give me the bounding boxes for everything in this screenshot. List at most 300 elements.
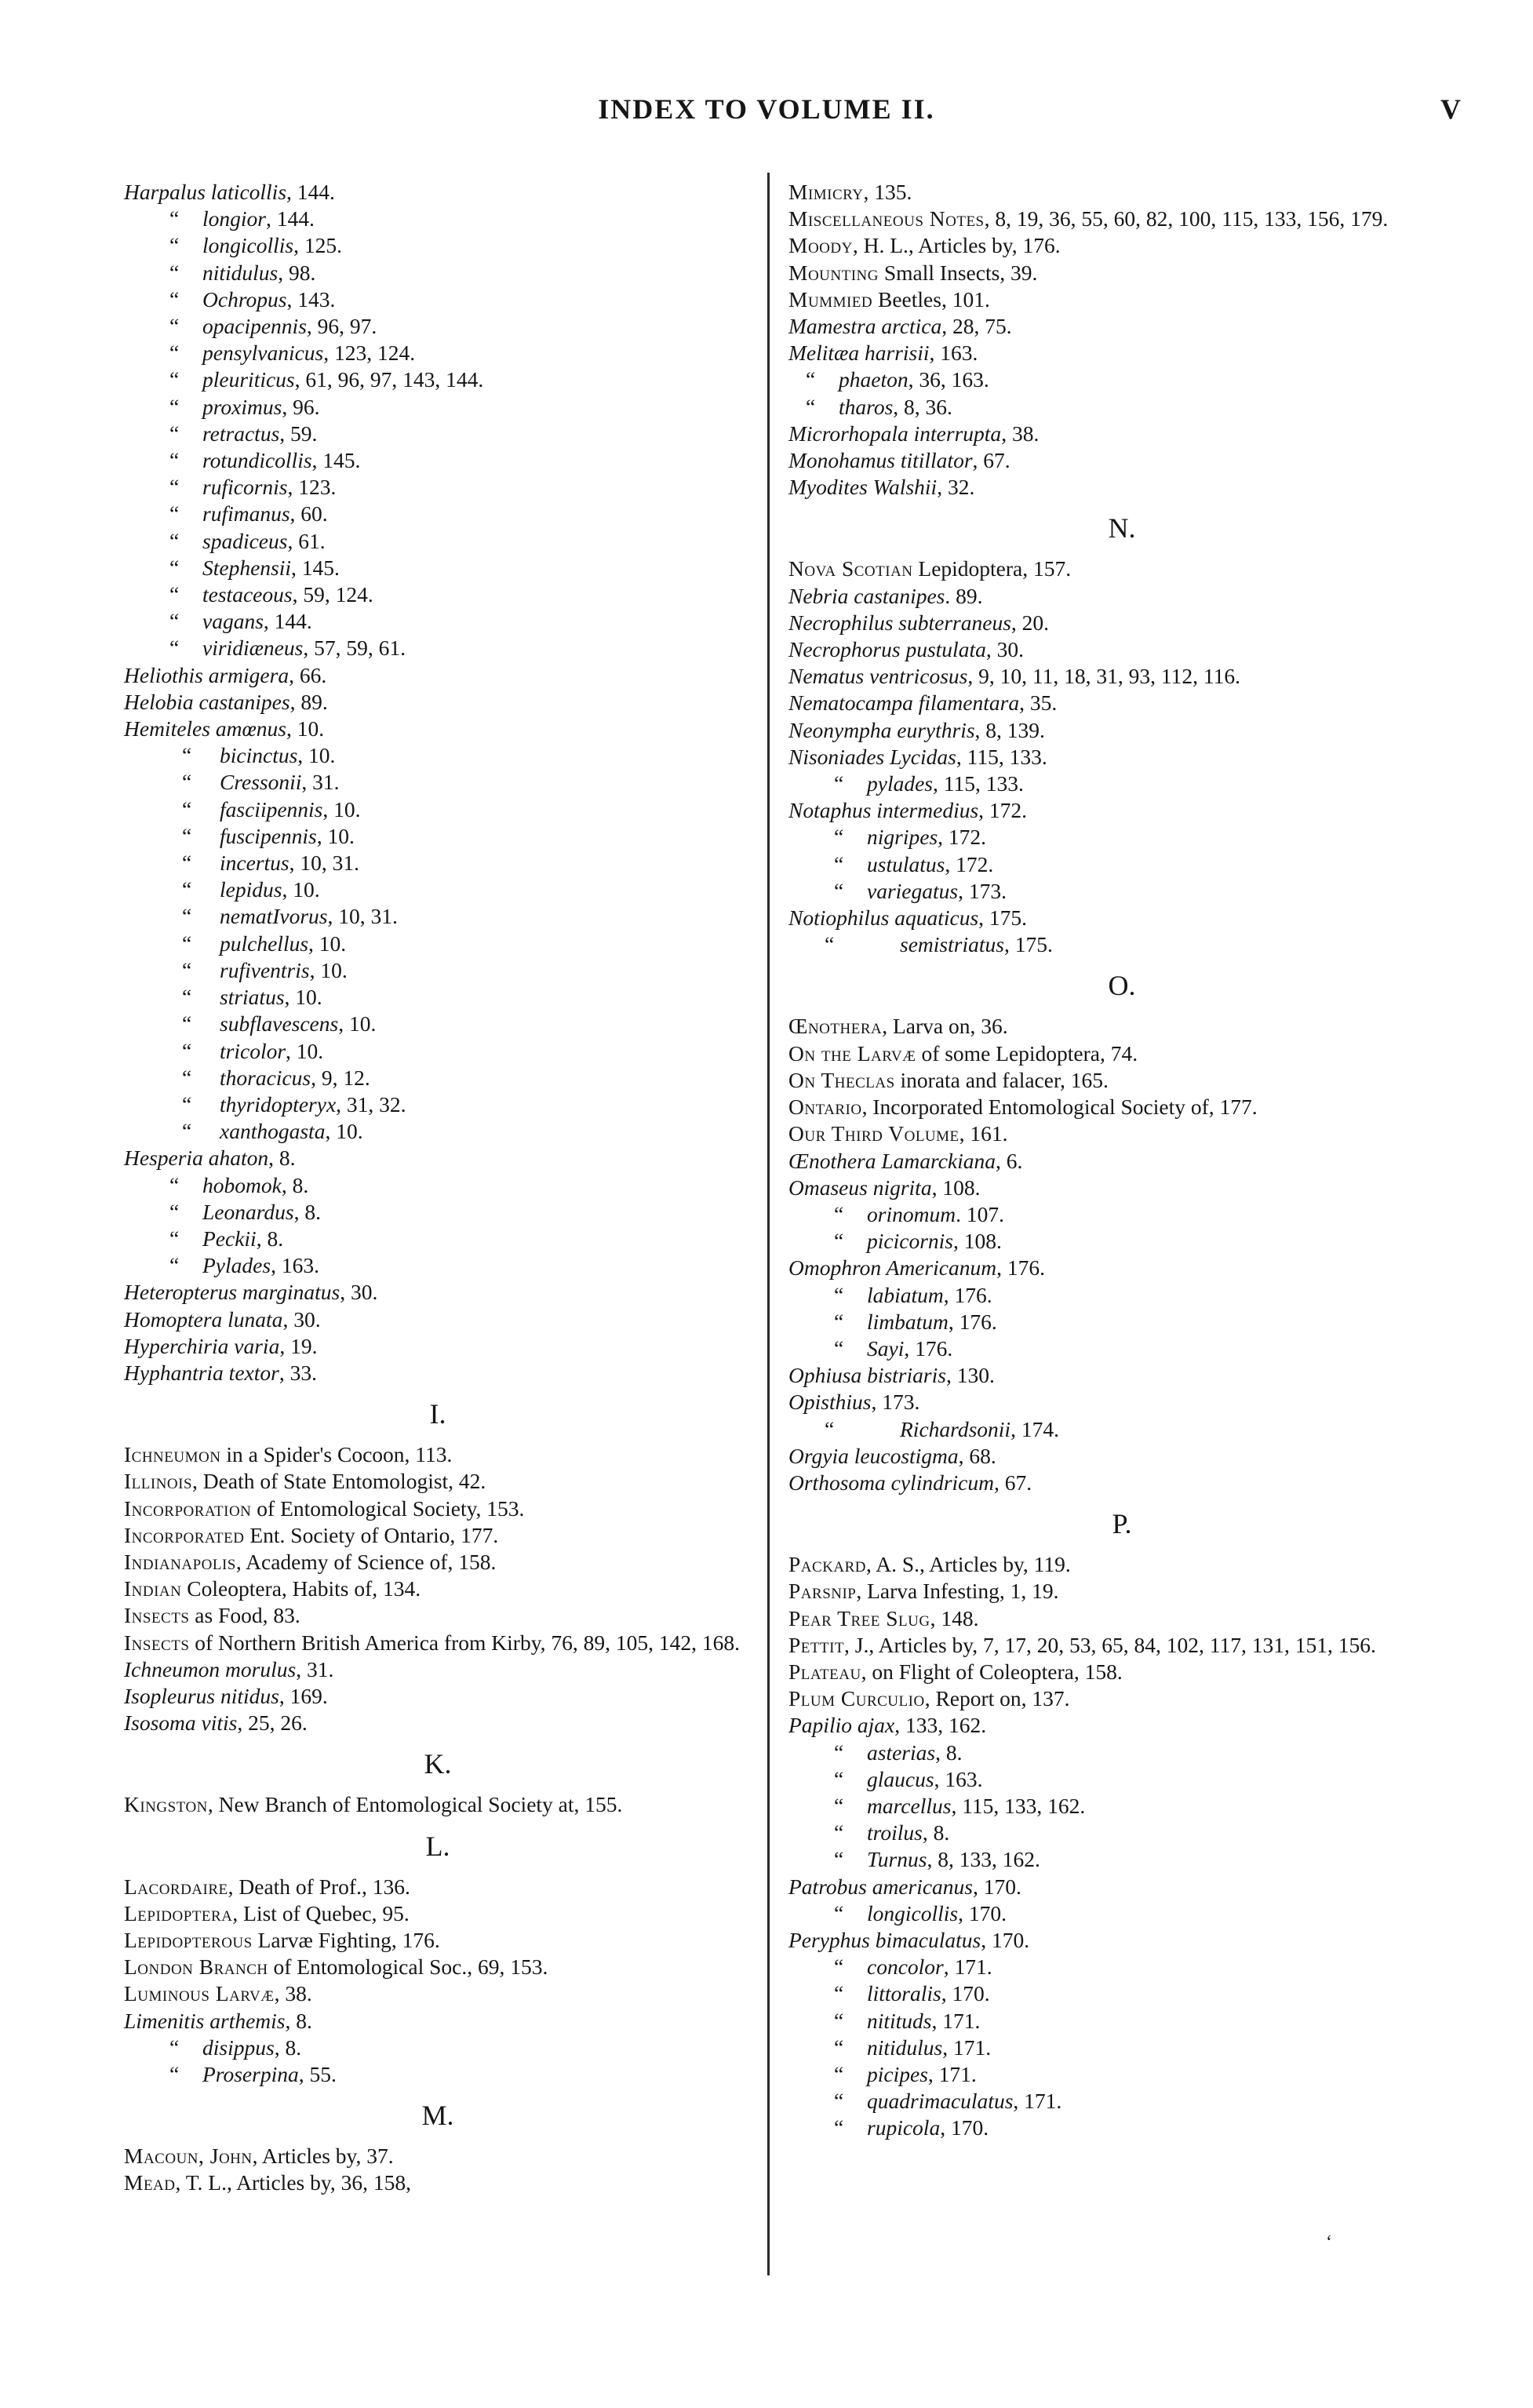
entry-heading: On the Larvæ xyxy=(788,1040,916,1066)
entry-heading: Mummied xyxy=(788,286,873,311)
index-subentry xyxy=(788,931,1455,958)
entry-name: ruficornis xyxy=(202,475,288,500)
ditto-mark: “ xyxy=(834,2062,844,2086)
entry-pages: , 38. xyxy=(274,1981,312,2006)
entry-name: longicollis xyxy=(867,1900,959,1925)
entry-name: nitidulus xyxy=(867,2035,943,2060)
entry-pages: , 19. xyxy=(279,1333,318,1358)
ditto-mark: “ xyxy=(182,823,192,848)
page-number: V xyxy=(1440,93,1461,125)
entry-name: bicinctus xyxy=(220,743,298,768)
entry-name: Richardsonii xyxy=(900,1416,1011,1441)
entry-heading: Lepidoptera xyxy=(124,1900,233,1925)
entry-name: Isopleurus nitidus xyxy=(124,1683,279,1708)
entry-heading: Moody xyxy=(788,233,853,258)
entry-pages: , 130. xyxy=(945,1363,995,1388)
ditto-mark: “ xyxy=(834,878,844,903)
index-entry xyxy=(124,1306,752,1333)
ditto-mark: “ xyxy=(169,636,180,661)
entry-pages: , 20. xyxy=(1010,610,1050,635)
entry-pages: of Entomological Society, 153. xyxy=(251,1495,525,1521)
entry-pages: , 8. xyxy=(256,1226,284,1251)
entry-pages: , 170. xyxy=(958,1900,1007,1925)
entry-name: Papilio ajax xyxy=(788,1713,895,1738)
entry-pages: , 10, 31. xyxy=(289,851,359,876)
ditto-mark: “ xyxy=(834,1201,844,1226)
ditto-mark: “ xyxy=(169,475,180,500)
index-entry xyxy=(124,1980,752,2007)
entry-pages: , T. L., Articles by, 36, 158, xyxy=(175,2170,411,2195)
ditto-mark: “ xyxy=(182,931,192,956)
index-column-right xyxy=(788,179,1455,2142)
entry-pages: , 28, 75. xyxy=(941,314,1012,339)
index-subentry xyxy=(124,528,752,555)
index-subentry xyxy=(788,394,1455,421)
entry-pages: . 89. xyxy=(945,583,983,608)
entry-name: orinomum xyxy=(867,1201,956,1226)
entry-pages: , 176. xyxy=(948,1309,997,1334)
entry-pages: , 33. xyxy=(279,1360,317,1385)
ditto-mark: “ xyxy=(169,1172,180,1197)
entry-pages: , 10. xyxy=(309,957,348,982)
index-entry xyxy=(124,1468,752,1495)
entry-pages: , Report on, 137. xyxy=(924,1686,1070,1711)
entry-name: Hemiteles amœnus xyxy=(124,716,286,741)
index-entry xyxy=(124,179,752,206)
ditto-mark: “ xyxy=(834,771,844,796)
entry-name: Nematocampa filamentara xyxy=(788,690,1020,716)
index-entry xyxy=(124,1549,752,1576)
ditto-mark: “ xyxy=(834,1740,844,1765)
entry-name: marcellus xyxy=(867,1793,952,1818)
ditto-mark: “ xyxy=(806,394,816,419)
index-subentry xyxy=(788,2008,1455,2035)
entry-name: fasciipennis xyxy=(220,796,323,821)
index-entry xyxy=(788,1685,1455,1712)
ditto-mark: “ xyxy=(182,796,192,821)
index-entry xyxy=(788,260,1455,286)
index-subentry xyxy=(124,555,752,581)
index-subentry xyxy=(124,206,752,232)
index-subentry xyxy=(124,2035,752,2061)
entry-pages: , 108. xyxy=(953,1229,1002,1254)
entry-name: Orgyia leucostigma xyxy=(788,1443,959,1468)
index-entry xyxy=(788,1551,1455,1578)
index-subentry xyxy=(124,769,752,796)
ditto-mark: “ xyxy=(182,957,192,982)
index-subentry xyxy=(788,1846,1455,1873)
index-entry xyxy=(788,179,1455,206)
entry-pages: , 172. xyxy=(978,798,1028,823)
entry-name: tricolor xyxy=(220,1038,286,1063)
entry-heading: Incorporation xyxy=(124,1495,252,1521)
ditto-mark: “ xyxy=(169,582,180,607)
entry-name: tharos xyxy=(839,394,894,419)
index-subentry xyxy=(124,742,752,769)
entry-pages: , 115, 133. xyxy=(933,771,1024,796)
index-subentry xyxy=(788,1793,1455,1820)
entry-name: incertus xyxy=(220,851,289,876)
entry-name: pulchellus xyxy=(220,931,309,956)
entry-name: pylades xyxy=(867,771,934,796)
index-column-left xyxy=(124,179,752,2197)
ditto-mark: “ xyxy=(182,851,192,876)
entry-name: labiatum xyxy=(867,1282,944,1307)
entry-pages: , 175. xyxy=(1003,932,1053,957)
index-entry xyxy=(124,662,752,689)
ditto-mark: “ xyxy=(169,2062,180,2086)
entry-name: Harpalus laticollis xyxy=(124,180,287,204)
ditto-mark: “ xyxy=(825,1416,835,1441)
entry-heading: Incorporated xyxy=(124,1522,245,1547)
index-subentry xyxy=(124,1199,752,1226)
entry-pages: , 67. xyxy=(972,448,1010,473)
entry-pages: , 68. xyxy=(958,1443,996,1468)
ditto-mark: “ xyxy=(169,2035,180,2060)
entry-name: Melitæa harrisii xyxy=(788,341,930,366)
entry-heading: Our Third Volume xyxy=(788,1121,959,1146)
entry-heading: Nova Scotian xyxy=(788,556,913,581)
entry-name: Myodites Walshii xyxy=(788,475,938,500)
index-entry xyxy=(788,610,1455,636)
entry-pages: , 10. xyxy=(325,1119,363,1144)
index-entry xyxy=(124,1710,752,1736)
entry-pages: , 31. xyxy=(301,770,340,795)
index-subentry xyxy=(788,2088,1455,2115)
entry-pages: , H. L., Articles by, 176. xyxy=(852,233,1061,258)
index-entry xyxy=(124,716,752,742)
entry-pages: , 10. xyxy=(297,743,336,768)
entry-pages: , 115, 133, 162. xyxy=(951,1793,1086,1818)
ditto-mark: “ xyxy=(182,877,192,902)
section-letter: K. xyxy=(424,1748,452,1780)
entry-name: opacipennis xyxy=(202,314,307,339)
index-subentry xyxy=(124,501,752,527)
ditto-mark: “ xyxy=(182,1091,192,1117)
ditto-mark: “ xyxy=(169,609,180,634)
entry-name: striatus xyxy=(220,985,285,1010)
entry-name: Notaphus intermedius xyxy=(788,798,979,823)
entry-pages: , 96. xyxy=(282,394,320,419)
entry-name: nematIvorus xyxy=(220,904,328,929)
entry-name: Pylades xyxy=(202,1253,271,1278)
entry-name: picipes xyxy=(867,2062,928,2086)
entry-pages: , 163. xyxy=(929,341,978,366)
entry-name: subflavescens xyxy=(220,1011,339,1036)
index-entry xyxy=(788,1578,1455,1605)
entry-pages: , 30. xyxy=(985,637,1024,662)
entry-pages: Coleoptera, Habits of, 134. xyxy=(181,1576,421,1601)
entry-name: pleuriticus xyxy=(202,367,295,392)
entry-name: Ophiusa bistriaris xyxy=(788,1363,946,1388)
entry-name: Heliothis armigera xyxy=(124,662,289,687)
index-subentry xyxy=(788,1416,1455,1443)
entry-heading: Ontario xyxy=(788,1095,862,1120)
ditto-mark: “ xyxy=(169,555,180,580)
entry-name: Peryphus bimaculatus xyxy=(788,1927,981,1952)
ditto-mark: “ xyxy=(834,851,844,876)
entry-name: Turnus xyxy=(867,1847,927,1872)
section-letter: O. xyxy=(1108,970,1136,1002)
entry-name: troilus xyxy=(867,1820,923,1845)
index-subentry xyxy=(124,2061,752,2088)
ditto-mark: “ xyxy=(169,1253,180,1278)
entry-name: Hyperchiria varia xyxy=(124,1333,280,1358)
entry-pages: , Larva on, 36. xyxy=(882,1014,1008,1039)
index-subentry xyxy=(788,2061,1455,2088)
index-subentry xyxy=(124,931,752,957)
ditto-mark: “ xyxy=(834,1954,844,1980)
entry-pages: , 96, 97. xyxy=(306,314,377,339)
entry-name: Helobia castanipes xyxy=(124,689,290,714)
entry-name: lepidus xyxy=(220,877,282,902)
section-letter: N. xyxy=(1108,512,1136,545)
index-subentry xyxy=(788,1980,1455,2007)
entry-heading: Pettit xyxy=(788,1632,845,1657)
entry-pages: , 176. xyxy=(943,1282,992,1307)
entry-pages: , 172. xyxy=(938,825,987,850)
entry-name: thoracicus xyxy=(220,1065,311,1090)
entry-pages: of Entomological Soc., 69, 153. xyxy=(268,1954,548,1980)
entry-pages: , 25, 26. xyxy=(237,1710,308,1736)
index-subentry xyxy=(124,1011,752,1037)
index-entry xyxy=(124,1630,752,1656)
ditto-mark: “ xyxy=(834,1847,844,1872)
index-entry xyxy=(788,1659,1455,1685)
ditto-mark: “ xyxy=(834,1335,844,1361)
entry-pages: , 171. xyxy=(1013,2089,1062,2114)
entry-pages: , 9, 12. xyxy=(311,1065,370,1090)
ditto-mark: “ xyxy=(169,206,180,231)
entry-pages: , 10, 31. xyxy=(327,904,398,929)
index-subentry xyxy=(124,1065,752,1091)
index-entry xyxy=(788,313,1455,340)
entry-pages: , 125. xyxy=(293,233,342,258)
entry-heading: Mounting xyxy=(788,260,879,285)
entry-pages: Beetles, 101. xyxy=(872,286,990,311)
entry-pages: as Food, 83. xyxy=(189,1603,300,1628)
ditto-mark: “ xyxy=(169,341,180,366)
entry-pages: , 9, 10, 11, 18, 31, 93, 112, 116. xyxy=(967,664,1240,689)
ditto-mark: “ xyxy=(169,314,180,339)
index-entry xyxy=(124,1522,752,1549)
entry-pages: , 38. xyxy=(1001,421,1040,446)
entry-pages: , 8. xyxy=(922,1820,950,1845)
entry-pages: , 8, 36. xyxy=(893,394,952,419)
entry-name: Leonardus xyxy=(202,1199,294,1224)
index-entry xyxy=(788,1470,1455,1496)
index-subentry xyxy=(124,903,752,930)
index-entry xyxy=(788,1605,1455,1632)
entry-heading: Macoun, John xyxy=(124,2144,253,2169)
index-entry xyxy=(124,1954,752,1980)
entry-pages: , 145. xyxy=(311,448,361,473)
entry-pages: , 171. xyxy=(927,2062,977,2086)
entry-name: rufimanus xyxy=(202,501,290,526)
ditto-mark: “ xyxy=(169,394,180,419)
entry-name: nitituds xyxy=(867,2008,932,2033)
index-entry xyxy=(124,1279,752,1306)
entry-pages: , 170. xyxy=(981,1927,1030,1952)
index-entry xyxy=(788,1120,1455,1147)
entry-pages: , 171. xyxy=(943,1954,992,1980)
index-subentry xyxy=(124,1118,752,1145)
entry-name: Nebria castanipes xyxy=(788,583,945,608)
index-subentry xyxy=(788,1228,1455,1255)
index-subentry xyxy=(788,2115,1455,2141)
ditto-mark: “ xyxy=(169,528,180,553)
entry-pages: , 6. xyxy=(996,1148,1023,1173)
entry-pages: , 89. xyxy=(289,689,328,714)
entry-name: Sayi xyxy=(867,1335,905,1361)
ditto-mark: “ xyxy=(834,2035,844,2060)
entry-pages: , 67. xyxy=(994,1470,1032,1495)
entry-pages: , 8. xyxy=(268,1146,296,1171)
entry-pages: , 171. xyxy=(931,2008,981,2033)
entry-heading: Pear Tree Slug xyxy=(788,1605,930,1630)
entry-name: Necrophorus pustulata xyxy=(788,637,986,662)
entry-pages: , 32. xyxy=(937,475,975,500)
entry-name: Nematus ventricosus xyxy=(788,664,968,689)
index-entry xyxy=(124,689,752,716)
ditto-mark: “ xyxy=(169,233,180,258)
entry-name: Homoptera lunata xyxy=(124,1306,283,1332)
entry-pages: , 123, 124. xyxy=(323,341,416,366)
entry-name: xanthogasta xyxy=(220,1119,326,1144)
index-subentry xyxy=(788,366,1455,393)
index-entry xyxy=(788,1632,1455,1659)
section-letter: P. xyxy=(1112,1508,1132,1540)
entry-pages: , 31. xyxy=(296,1656,334,1681)
index-subentry xyxy=(124,286,752,313)
index-entry xyxy=(124,1333,752,1360)
entry-pages: , 135. xyxy=(863,180,912,204)
entry-name: testaceous xyxy=(202,582,293,607)
ditto-mark: “ xyxy=(834,1820,844,1845)
index-subentry xyxy=(788,1282,1455,1309)
entry-heading: Illinois xyxy=(124,1469,193,1494)
entry-pages: , 8. xyxy=(281,1172,309,1197)
entry-pages: Small Insects, 39. xyxy=(879,260,1038,285)
entry-pages: , 161. xyxy=(959,1121,1008,1146)
entry-heading: Lepidopterous xyxy=(124,1927,253,1952)
entry-pages: , 143. xyxy=(286,286,336,311)
ditto-mark: “ xyxy=(182,1119,192,1144)
entry-pages: , 115, 133. xyxy=(956,744,1047,769)
index-entry xyxy=(788,1148,1455,1175)
entry-pages: , 144. xyxy=(265,206,315,231)
entry-name: vagans xyxy=(202,609,264,634)
entry-name: Ichneumon morulus xyxy=(124,1656,297,1681)
index-entry xyxy=(788,1389,1455,1415)
entry-pages: , 30. xyxy=(282,1306,321,1332)
entry-name: asterias xyxy=(867,1740,936,1765)
entry-pages: , 60. xyxy=(289,501,328,526)
ditto-mark: “ xyxy=(169,501,180,526)
entry-name: pensylvanicus xyxy=(202,341,324,366)
entry-name: Nisoniades Lycidas xyxy=(788,744,956,769)
index-entry xyxy=(124,1874,752,1900)
entry-pages: , J., Articles by, 7, 17, 20, 53, 65, 84, 102, 117, 131, 151, 156. xyxy=(844,1632,1376,1657)
entry-heading: London Branch xyxy=(124,1954,268,1980)
entry-pages: , 176. xyxy=(996,1255,1045,1281)
entry-name: littoralis xyxy=(867,1981,941,2006)
entry-name: Neonympha eurythris xyxy=(788,717,975,742)
entry-name: Heteropterus marginatus xyxy=(124,1280,340,1305)
entry-name: spadiceus xyxy=(202,528,288,553)
entry-pages: , 173. xyxy=(871,1390,920,1415)
entry-pages: , 8, 19, 36, 55, 60, 82, 100, 115, 133, 156, 179. xyxy=(984,206,1389,231)
ditto-mark: “ xyxy=(169,286,180,311)
index-entry xyxy=(124,1495,752,1522)
index-entry xyxy=(788,232,1455,259)
entry-pages: , on Flight of Coleoptera, 158. xyxy=(861,1659,1123,1684)
ditto-mark: “ xyxy=(834,2115,844,2140)
index-subentry xyxy=(788,878,1455,905)
index-entry xyxy=(788,797,1455,824)
entry-pages: , 57, 59, 61. xyxy=(303,636,406,661)
entry-pages: , 175. xyxy=(978,905,1028,931)
index-entry xyxy=(124,1441,752,1468)
entry-pages: , 172. xyxy=(945,851,994,876)
index-entry xyxy=(124,1602,752,1629)
entry-heading: Luminous Larvæ xyxy=(124,1981,275,2006)
entry-pages: , Larva Infesting, 1, 19. xyxy=(856,1579,1059,1604)
entry-heading: Indianapolis xyxy=(124,1549,236,1574)
entry-pages: , 36, 163. xyxy=(908,367,989,392)
ditto-mark: “ xyxy=(834,1309,844,1334)
entry-heading: Œnothera xyxy=(788,1014,883,1039)
index-entry xyxy=(788,1040,1455,1067)
index-subentry xyxy=(124,876,752,903)
index-entry xyxy=(788,1874,1455,1900)
index-subentry xyxy=(124,394,752,421)
index-entry xyxy=(788,1362,1455,1389)
ditto-mark: “ xyxy=(834,2089,844,2114)
entry-pages: , 163. xyxy=(934,1766,983,1791)
index-subentry xyxy=(788,1740,1455,1766)
entry-name: glaucus xyxy=(867,1766,934,1791)
index-subentry xyxy=(124,232,752,259)
entry-name: Opisthius xyxy=(788,1390,872,1415)
index-entry xyxy=(788,1067,1455,1094)
ditto-mark: “ xyxy=(182,1038,192,1063)
entry-pages: , 98. xyxy=(278,260,316,285)
index-entry xyxy=(788,1255,1455,1281)
entry-heading: Packard xyxy=(788,1552,867,1577)
index-subentry xyxy=(124,984,752,1011)
entry-pages: , 170. xyxy=(973,1874,1021,1899)
entry-pages: , 174. xyxy=(1010,1416,1059,1441)
index-entry xyxy=(788,1013,1455,1040)
entry-pages: , 170. xyxy=(940,2115,989,2140)
ditto-mark: “ xyxy=(182,1011,192,1036)
ditto-mark: “ xyxy=(169,1226,180,1251)
entry-pages: , 123. xyxy=(287,475,337,500)
entry-name: Patrobus americanus xyxy=(788,1874,974,1899)
entry-pages: , 8. xyxy=(274,2035,302,2060)
entry-heading: Mimicry xyxy=(788,180,864,204)
index-entry xyxy=(788,744,1455,770)
entry-pages: in a Spider's Cocoon, 113. xyxy=(220,1442,453,1467)
entry-name: Ochropus xyxy=(202,286,287,311)
entry-name: nigripes xyxy=(867,825,938,850)
index-subentry xyxy=(124,635,752,661)
index-subentry xyxy=(124,474,752,501)
ditto-mark: “ xyxy=(834,1282,844,1307)
entry-pages: of some Lepidoptera, 74. xyxy=(916,1040,1138,1066)
entry-name: nitidulus xyxy=(202,260,279,285)
